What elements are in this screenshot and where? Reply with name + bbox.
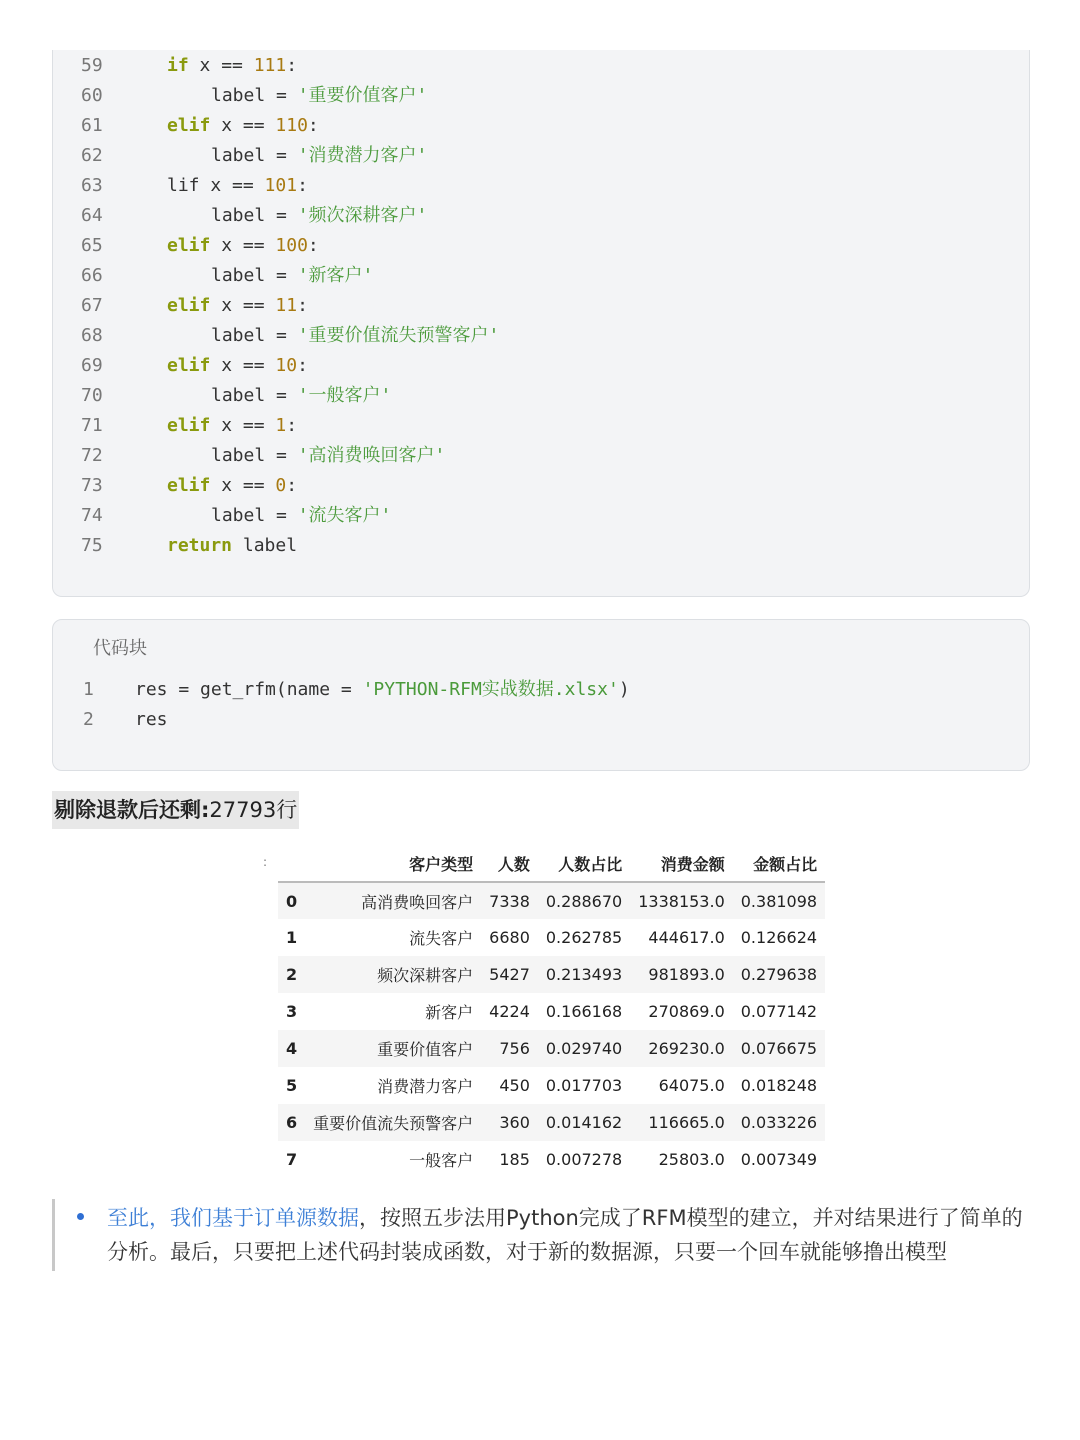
code-block-get-rfm (52, 619, 1030, 771)
code-line (53, 705, 1029, 735)
index-header (278, 846, 305, 882)
code-token: : (286, 475, 298, 496)
code-line (53, 231, 1029, 261)
line-number: 70 (81, 385, 103, 406)
code-token: : (297, 355, 308, 376)
source-data-link[interactable]: 至此，我们基于订单源数据 (107, 1206, 359, 1230)
code-block-caption: 代码块 (93, 638, 147, 659)
row-index: 2 (286, 965, 298, 984)
table-row (278, 993, 825, 1030)
code-token: : (286, 55, 298, 76)
column-header: 消费金额 (630, 846, 733, 882)
code-text (167, 171, 308, 201)
code-block-rfm-labels (52, 50, 1030, 597)
code-line (53, 51, 1029, 81)
table-cell: 0.166168 (545, 1002, 623, 1021)
code-token: 110 (275, 115, 308, 136)
code-token: elif (167, 115, 211, 136)
code-token: elif (167, 475, 211, 496)
column-header: 人数 (481, 846, 538, 882)
row-index: 6 (286, 1113, 298, 1132)
row-index: 4 (286, 1039, 298, 1058)
code-line (53, 441, 1029, 471)
code-token: x == (210, 355, 276, 376)
table-cell: 0.279638 (740, 965, 818, 984)
code-token: x == (188, 55, 254, 76)
table-cell: 5427 (489, 965, 530, 984)
code-line (53, 81, 1029, 111)
row-index: 3 (286, 1002, 298, 1021)
code-token: if (167, 55, 189, 76)
table-cell: 重要价值流失预警客户 (313, 1114, 474, 1133)
code-token: elif (167, 235, 211, 256)
row-index: 0 (286, 891, 298, 911)
code-token: '流失客户' (297, 505, 392, 526)
code-text (135, 705, 168, 735)
code-text (211, 141, 427, 171)
code-line (53, 411, 1029, 441)
code-line (53, 675, 1029, 705)
table-cell: 270869.0 (648, 1002, 725, 1021)
code-token: res (135, 709, 168, 730)
table-cell: 新客户 (425, 1003, 474, 1022)
code-token: 10 (275, 355, 298, 376)
code-text (211, 321, 499, 351)
table-cell: 450 (499, 1076, 530, 1095)
code-text (167, 111, 319, 141)
code-token: return (167, 535, 233, 556)
table-cell: 0.007278 (545, 1150, 623, 1169)
code-text (167, 531, 297, 561)
line-number: 74 (81, 505, 103, 526)
code-token: '重要价值流失预警客户' (297, 325, 500, 346)
summary-quote (52, 1199, 1032, 1271)
code-line (53, 141, 1029, 171)
code-token: label = (211, 205, 298, 226)
code-token: '高消费唤回客户' (297, 445, 446, 466)
table-cell: 7338 (489, 891, 530, 911)
code-token: 111 (253, 55, 287, 76)
code-token: x == (210, 295, 276, 316)
code-text (211, 501, 391, 531)
summary-text: ，按照五步法用Python完成了RFM模型的建立，并对结果进行了简单的分析。最后，只要把上述代码封装成函数，对于新的数据源，只要一个回车就能够撸出模型 (107, 1206, 1023, 1264)
row-index: 1 (286, 928, 298, 947)
summary-paragraph (107, 1201, 1037, 1269)
code-text (211, 381, 391, 411)
refund-summary (52, 791, 299, 829)
code-token: x == (210, 235, 276, 256)
code-line (53, 471, 1029, 501)
table-row (278, 1141, 825, 1178)
code-token: label = (211, 85, 298, 106)
code-text (167, 51, 297, 81)
table-cell: 756 (499, 1039, 530, 1058)
table-cell: 0.014162 (545, 1113, 623, 1132)
code-line (53, 531, 1029, 561)
code-token: : (307, 235, 319, 256)
table-cell: 1338153.0 (638, 891, 725, 911)
table-cell: 981893.0 (648, 965, 725, 984)
code-line (53, 321, 1029, 351)
code-token: 100 (275, 235, 308, 256)
table-cell: 重要价值客户 (377, 1040, 474, 1059)
table-row (278, 1067, 825, 1104)
table-cell: 25803.0 (658, 1150, 725, 1169)
rfm-result-table (278, 846, 825, 1178)
table-cell: 0.018248 (740, 1076, 818, 1095)
table-cell: 0.288670 (545, 891, 623, 911)
table-cell: 频次深耕客户 (377, 966, 474, 985)
table-cell: 0.029740 (545, 1039, 623, 1058)
code-text (211, 441, 445, 471)
code-token: x == (210, 415, 276, 436)
table-cell: 流失客户 (409, 929, 474, 948)
code-token: elif (167, 295, 211, 316)
table-cell: 0.262785 (545, 928, 623, 947)
table-cell: 0.007349 (740, 1150, 818, 1169)
table-row (278, 956, 825, 993)
code-token: '新客户' (297, 265, 374, 286)
code-token: '消费潜力客户' (297, 145, 428, 166)
column-header: 金额占比 (733, 846, 825, 882)
code-token: ) (618, 679, 630, 700)
table-row (278, 1104, 825, 1141)
code-text (167, 291, 308, 321)
line-number: 1 (83, 679, 94, 700)
refund-summary-value: 27793行 (209, 798, 298, 822)
code-text (211, 261, 373, 291)
table-cell: 269230.0 (648, 1039, 725, 1058)
table-cell: 0.126624 (740, 928, 818, 947)
line-number: 65 (81, 235, 103, 256)
code-token: x == (210, 475, 276, 496)
bullet-icon (77, 1213, 84, 1220)
code-token: 11 (275, 295, 298, 316)
code-token: label = (211, 145, 298, 166)
table-row (278, 1030, 825, 1067)
code-line (53, 111, 1029, 141)
table-cell: 0.077142 (740, 1002, 818, 1021)
code-token: 1 (275, 415, 287, 436)
table-cell: 185 (499, 1150, 530, 1169)
code-token: elif (167, 415, 211, 436)
table-cell: 0.381098 (740, 891, 818, 911)
code-text (167, 471, 297, 501)
column-header: 客户类型 (305, 846, 481, 882)
code-token: '一般客户' (297, 385, 392, 406)
dataframe-marker: : (263, 855, 268, 869)
table-cell: 0.017703 (545, 1076, 623, 1095)
code-text (167, 351, 308, 381)
table-cell: 消费潜力客户 (377, 1077, 474, 1096)
table-cell: 116665.0 (648, 1113, 725, 1132)
code-token: label (232, 535, 298, 556)
line-number: 72 (81, 445, 103, 466)
code-token: lif x == (167, 175, 265, 196)
code-token: '重要价值客户' (297, 85, 428, 106)
code-text (211, 81, 427, 111)
table-cell: 6680 (489, 928, 530, 947)
code-line (53, 351, 1029, 381)
code-token: elif (167, 355, 211, 376)
line-number: 2 (83, 709, 94, 730)
code-line (53, 501, 1029, 531)
code-token: label = (211, 265, 298, 286)
row-index: 7 (286, 1150, 298, 1169)
line-number: 62 (81, 145, 103, 166)
table-cell: 一般客户 (409, 1151, 474, 1170)
table-cell: 360 (499, 1113, 530, 1132)
code-line (53, 381, 1029, 411)
code-token: : (297, 295, 308, 316)
line-number: 71 (81, 415, 103, 436)
line-number: 59 (81, 55, 103, 76)
code-token: label = (211, 385, 298, 406)
code-token: 'PYTHON-RFM实战数据.xlsx' (362, 679, 619, 700)
code-token: : (297, 175, 308, 196)
table-row (278, 919, 825, 956)
table-cell: 0.076675 (740, 1039, 818, 1058)
code-token: label = (211, 505, 298, 526)
table-row (278, 882, 825, 919)
column-header: 人数占比 (538, 846, 630, 882)
code-token: '频次深耕客户' (297, 205, 428, 226)
code-token: label = (211, 445, 298, 466)
code-token: 101 (264, 175, 298, 196)
line-number: 60 (81, 85, 103, 106)
line-number: 64 (81, 205, 103, 226)
table-cell: 0.033226 (740, 1113, 818, 1132)
code-line (53, 201, 1029, 231)
line-number: 75 (81, 535, 103, 556)
refund-summary-label: 剔除退款后还剩: (54, 798, 210, 822)
line-number: 63 (81, 175, 103, 196)
code-token: label = (211, 325, 298, 346)
code-token: res = get_rfm(name = (135, 679, 363, 700)
table-cell: 64075.0 (658, 1076, 725, 1095)
line-number: 67 (81, 295, 103, 316)
line-number: 66 (81, 265, 103, 286)
line-number: 73 (81, 475, 103, 496)
code-line (53, 261, 1029, 291)
code-text (135, 675, 630, 705)
table-cell: 0.213493 (545, 965, 623, 984)
code-line (53, 171, 1029, 201)
code-text (167, 411, 297, 441)
code-token: x == (210, 115, 276, 136)
row-index: 5 (286, 1076, 298, 1095)
line-number: 61 (81, 115, 103, 136)
code-token: : (307, 115, 319, 136)
table-cell: 高消费唤回客户 (361, 892, 474, 912)
line-number: 68 (81, 325, 103, 346)
table-cell: 4224 (489, 1002, 530, 1021)
code-line (53, 291, 1029, 321)
table-header-row (278, 846, 825, 882)
code-text (211, 201, 427, 231)
code-token: 0 (275, 475, 287, 496)
line-number: 69 (81, 355, 103, 376)
code-token: : (286, 415, 298, 436)
code-text (167, 231, 319, 261)
table-cell: 444617.0 (648, 928, 725, 947)
